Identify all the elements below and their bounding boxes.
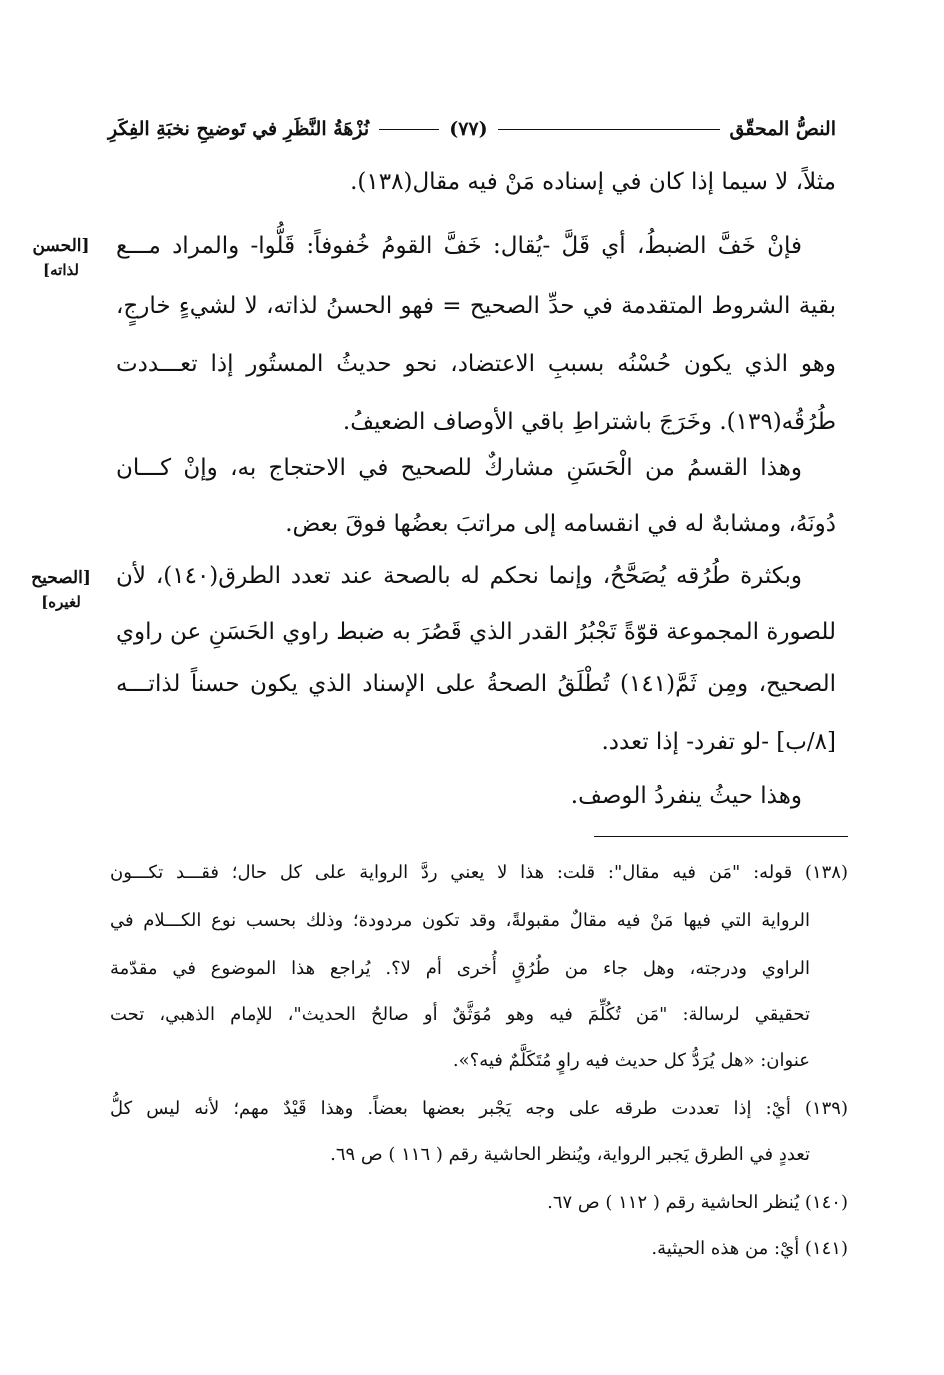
footnote-line: (١٤٠) يُنظر الحاشية رقم ( ١١٢ ) ص ٦٧. [547,1192,848,1213]
footnote-line: عنوان: «هل يُرَدُّ كل حديث فيه راوٍ مُتَكَلَّمٌ فيه؟». [452,1050,810,1071]
header-rule-short [379,129,439,130]
body-line: بقية الشروط المتقدمة في حدِّ الصحيح = فهو الحسنُ لذاته، لا لشيءٍ خارجٍ، [116,293,836,319]
body-line: وهذا حيثُ ينفردُ الوصف. [570,783,802,809]
body-line: طُرُقُه(١٣٩). وخَرَجَ باشتراطِ باقي الأوصاف الضعيفُ. [342,409,836,435]
footnote-line: (١٣٨) قوله: "مَن فيه مقال": قلت: هذا لا يعني ردَّ الرواية على كل حال؛ فقـــد تكـــون [110,862,848,883]
book-title: نُزْهَةُ النَّظَرِ في تَوضيحِ نخبَةِ الفِكَرِ [108,118,370,140]
margin-note-line: لذاته] [43,261,79,279]
footnote-separator [594,836,848,837]
footnote-line: (١٣٩) أيْ: إذا تعددت طرقه على وجه يَجْبر بعضها بعضاً. وهذا قَيْدٌ مهم؛ لأنه ليس كلُّ [110,1098,849,1119]
margin-note-line: [الحسن [32,236,90,256]
body-line: وبكثرة طُرُقه يُصَحَّحُ، وإنما نحكم له بالصحة عند تعدد الطرق(١٤٠)، لأن [116,563,803,589]
running-header [108,112,836,146]
footnote-line: الراوي ودرجته، وهل جاء من طُرُقٍ أُخرى أم لا؟. يُراجع هذا الموضوع في مقدّمة [110,958,810,979]
body-line: وهذا القسمُ من الْحَسَنِ مشاركٌ للصحيح في الاحتجاج به، وإنْ كـــان [116,455,802,481]
header-rule [498,129,720,130]
header-section-label: النصُّ المحقّق [729,118,836,140]
footnote-line: تحقيقي لرسالة: "مَن تُكُلِّمَ فيه وهو مُوَثَّقٌ أو صالحُ الحديث"، للإمام الذهبي، تحت [110,1004,810,1025]
margin-note-sahih [22,566,100,614]
body-line: دُونَهُ، ومشابهٌ له في انقسامه إلى مراتبَ بعضُها فوقَ بعض. [285,511,836,537]
body-line: الصحيح، ومِن ثَمَّ(١٤١) تُطْلَقُ الصحةُ على الإسناد الذي يكون حسناً لذاتـــه [116,671,836,697]
footnote-line: (١٤١) أيْ: من هذه الحيثية. [651,1238,848,1259]
margin-note-hasan [22,234,100,282]
margin-note-line: [الصحيح [31,568,91,588]
footnote-line: الرواية التي فيها مَنْ فيه مقالٌ مقبولةً، وقد تكون مردودة؛ وذلك بحسب نوع الكـــلام في [110,910,810,931]
footnote-line: تعددٍ في الطرق يَجبر الرواية، ويُنظر الحاشية رقم ( ١١٦ ) ص ٦٩. [330,1144,810,1165]
body-line: وهو الذي يكون حُسْنُه بسببِ الاعتضاد، نحو حديثُ المستُور إذا تعـــددت [116,351,836,377]
page-number: (٧٧) [449,118,488,140]
body-line: مثلاً، لا سيما إذا كان في إسناده مَنْ فيه مقال(١٣٨). [350,169,836,195]
body-line: [٨/ب] -لو تفرد- إذا تعدد. [601,729,836,755]
body-line: فإنْ خَفَّ الضبطُ، أي قَلَّ -يُقال: خَفَّ القومُ خُفوفاً: قَلُّوا- والمراد مـــع [116,233,802,259]
body-line: للصورة المجموعة قوّةً تَجْبُرُ القدر الذي قَصُرَ به ضبط راوي الحَسَنِ عن راوي [116,619,836,645]
margin-note-line: لغيره] [41,593,81,611]
